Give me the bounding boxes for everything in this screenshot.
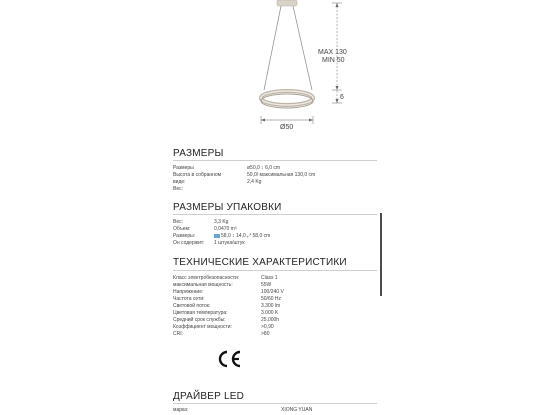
spec-value: ø50,0 ↕ 6,0 cm (247, 165, 281, 171)
package-dimensions: 58,0 ↕ 14,0 ⤢ 58,0 cm (221, 233, 271, 239)
divider (173, 160, 377, 161)
spec-value: 100/240 V (261, 289, 284, 295)
spec-value: >80 (261, 331, 270, 337)
spec-key: Напряжение: (173, 289, 204, 295)
divider (173, 270, 377, 271)
spec-key: Класс электробезопасности: (173, 275, 240, 281)
spec-value: 3,3 Kg (214, 219, 229, 225)
spec-value: 3.000 K (261, 310, 279, 316)
pendant-lamp-drawing (0, 0, 550, 140)
spec-key: Размеры: (173, 233, 196, 239)
spec-key: Частота сети: (173, 296, 205, 302)
spec-key: CRI: (173, 331, 183, 337)
diameter-label: Ø50 (280, 124, 294, 131)
spec-value (214, 233, 270, 239)
divider (173, 403, 377, 404)
section-title-packaging: РАЗМЕРЫ УПАКОВКИ (173, 202, 282, 213)
spec-key: Он содержит: (173, 240, 205, 246)
spec-key: Вес: (173, 219, 184, 225)
spec-key: максимальная мощность: (173, 282, 233, 288)
spec-value: 50/60 Hz (261, 296, 282, 302)
spec-key: Световой поток: (173, 303, 211, 309)
section-title-technical: ТЕХНИЧЕСКИЕ ХАРАКТЕРИСТИКИ (173, 257, 347, 268)
ring-height-label: 6 (340, 94, 344, 101)
spec-key: Цветовая температура: (173, 310, 228, 316)
spec-key: марка: (173, 407, 189, 413)
spec-key: виде: (173, 179, 186, 185)
spec-value: 25.000h (261, 317, 280, 323)
spec-key: Высота в собранном (173, 172, 222, 178)
spec-key: Размеры (173, 165, 194, 171)
spec-value: 55W (261, 282, 272, 288)
divider (173, 214, 377, 215)
product-drawing (0, 0, 550, 140)
spec-value: 1 штука/штук (214, 240, 245, 246)
section-title-sizes: РАЗМЕРЫ (173, 148, 224, 159)
spec-value: 2,4 Kg (247, 179, 262, 185)
spec-key: Коэффициент мощности: (173, 324, 232, 330)
spec-key: Средний срок службы: (173, 317, 226, 323)
spec-value: 50,0/ максимальная 130,0 cm (247, 172, 316, 178)
section-title-driver: ДРАЙВЕР LED (173, 391, 245, 402)
spec-value: >0,90 (261, 324, 274, 330)
spec-value: 3.300 lm (261, 303, 281, 309)
ce-mark-icon (216, 349, 242, 369)
scrollbar[interactable] (380, 213, 382, 296)
height-min-label: MIN 50 (322, 57, 345, 64)
height-max-label: MAX 130 (318, 49, 347, 56)
spec-value: XIONG YUAN (281, 407, 313, 413)
spec-key: Объем: (173, 226, 191, 232)
spec-value: 0,0470 m³ (214, 226, 237, 232)
spec-value: Class 1 (261, 275, 278, 281)
spec-key: Вес: (173, 186, 184, 192)
package-icon (214, 234, 220, 238)
